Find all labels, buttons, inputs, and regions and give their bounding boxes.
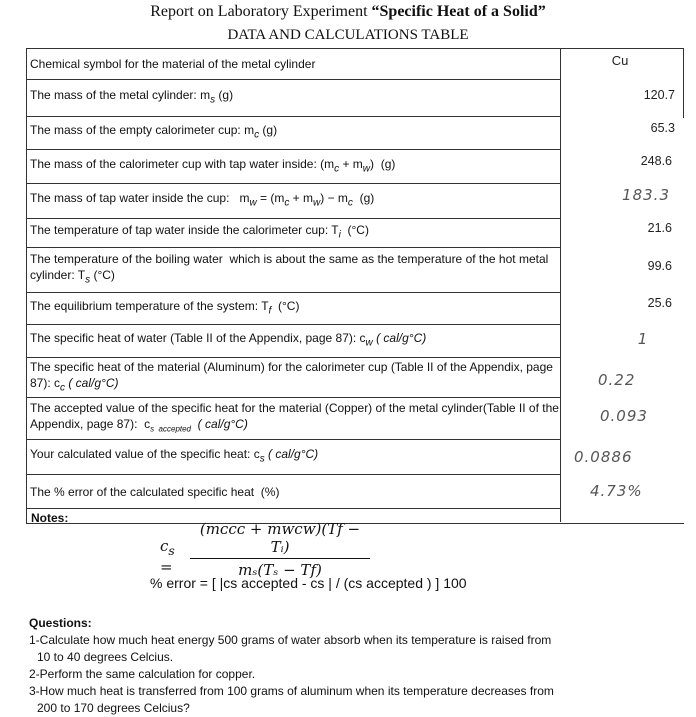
- mass-cup-water-value: 248.6: [640, 154, 672, 168]
- sh-water-value: 1: [637, 330, 649, 348]
- row-label: The accepted value of the specific heat for the material (Copper) of the metal cylinder(Table II of the Appendix, page 87): $c_{s accepted}$ ( cal/g°C): [30, 400, 562, 434]
- question-item: 3-How much heat is transferred from 100 grams of aluminum when its temperature decreases from: [29, 684, 554, 698]
- row-label: The mass of tap water inside the cup: $m_w = (m_c + m_w) - m_c$ (g): [30, 191, 375, 209]
- sh-accepted-value: 0.093: [600, 407, 648, 425]
- formula-numerator: (mᴄcᴄ + mᴡcᴡ)(T𝑓 − Tᵢ): [190, 520, 370, 559]
- table-row: [26, 80, 561, 117]
- title-bold: “Specific Heat of a Solid”: [371, 3, 546, 20]
- title-prefix: Report on Laboratory Experiment: [150, 3, 368, 20]
- questions-section: [29, 615, 554, 717]
- table-row: [26, 358, 561, 398]
- notes-label: Notes:: [31, 511, 69, 525]
- mass-cup-value: 65.3: [650, 121, 675, 135]
- report-title: [0, 3, 696, 21]
- row-label: The temperature of the boiling water which is about the same as the temperature of the hot metal cylinder: $T_s$ (°C): [30, 252, 552, 286]
- row-label: The % error of the calculated specific heat (%): [30, 484, 280, 499]
- table-row: [26, 293, 561, 325]
- row-label: Chemical symbol for the material of the metal cylinder: [30, 56, 316, 71]
- row-label: The mass of the calorimeter cup with tap water inside: $(m_c + m_w)$ (g): [30, 156, 396, 175]
- row-label: The equilibrium temperature of the system: $T_f$ (°C): [30, 298, 300, 317]
- table-row: [26, 248, 561, 293]
- table-row: [26, 117, 561, 150]
- question-item: 200 to 170 degrees Celcius?: [37, 701, 190, 715]
- formula-fraction: [190, 520, 370, 579]
- temp-water-value: 21.6: [647, 221, 672, 235]
- formula-lhs: $c_s$ =: [160, 537, 175, 576]
- table-row: [26, 184, 561, 219]
- table-row: [26, 440, 561, 475]
- sh-calculated-value: 0.0886: [574, 448, 633, 466]
- question-item: 1-Calculate how much heat energy 500 grams of water absorb when its temperature is raised from: [29, 633, 552, 647]
- formula-denominator: mₛ(Tₛ − T𝑓): [238, 561, 322, 579]
- metal-header: Cu: [611, 53, 629, 68]
- table-row: [26, 48, 561, 80]
- question-item: 2-Perform the same calculation for copper.: [29, 667, 256, 681]
- right-border: [683, 48, 684, 118]
- row-label: The specific heat of water (Table II of the Appendix, page 87): $c_w$ ( cal/g°C): [30, 331, 427, 349]
- table-row: [26, 398, 561, 440]
- table-row: [26, 475, 561, 509]
- table-title: DATA AND CALCULATIONS TABLE: [227, 27, 469, 43]
- table-row: [26, 325, 561, 358]
- row-label: The specific heat of the material (Aluminum) for the calorimeter cup (Table II of the Appendix, page 87): $c_c$ ( cal/g°C): [30, 359, 557, 394]
- question-item: 10 to 40 degrees Celcius.: [37, 650, 174, 664]
- row-label: The temperature of tap water inside the calorimeter cup: $T_i$ (°C): [30, 223, 369, 241]
- row-label: Your calculated value of the specific heat: $c_s$ ( cal/g°C): [30, 447, 319, 465]
- percent-error-formula: % error = [ |cs accepted - cs | / (cs accepted ) ] 100: [150, 575, 467, 591]
- percent-error-value: 4.73%: [590, 482, 643, 500]
- mass-cylinder-value: 120.7: [643, 88, 675, 102]
- temp-equilibrium-value: 25.6: [647, 296, 672, 310]
- table-row: [26, 219, 561, 248]
- sh-cup-value: 0.22: [598, 371, 636, 389]
- mass-water-value: 183.3: [622, 186, 670, 204]
- table-row: [26, 150, 561, 184]
- row-label: The mass of the metal cylinder: $m_s$ (g): [30, 88, 234, 106]
- questions-heading: Questions:: [29, 616, 92, 630]
- row-label: The mass of the empty calorimeter cup: $m_c$ (g): [30, 123, 278, 141]
- temp-boiling-value: 99.6: [647, 259, 672, 273]
